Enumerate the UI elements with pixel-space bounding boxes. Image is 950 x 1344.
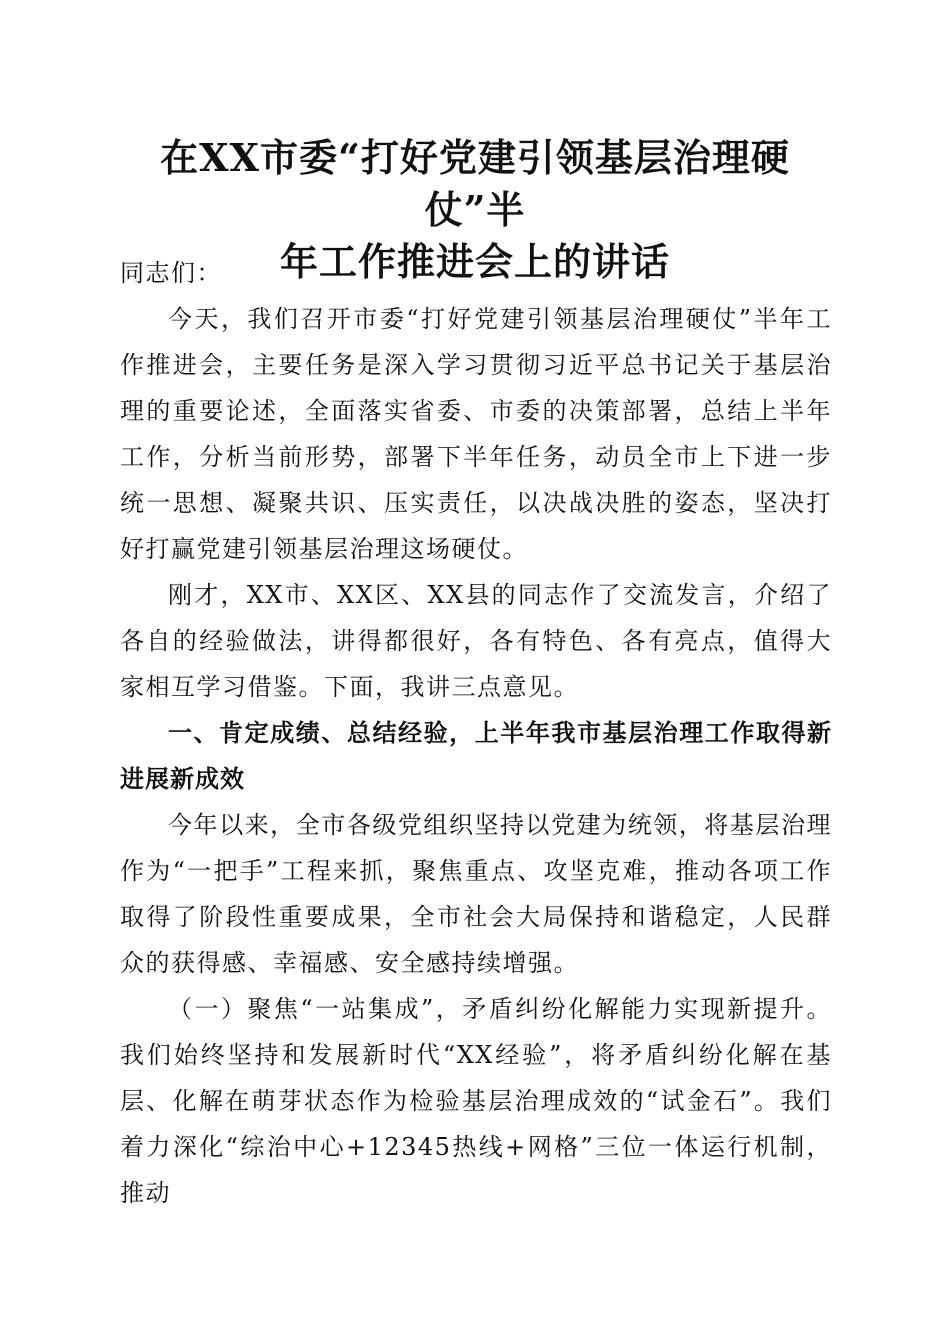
- subsection-text-1: 我们始终坚持和发展新时代“XX经验”，将矛盾纠纷化解在基层、化解在萌芽状态作为检验基层治理成效的“试金石”。我们着力深化“综治中心+12345热线+网格”三位一体运行机制，推动: [120, 1041, 832, 1207]
- section-heading-1: 一、肯定成绩、总结经验，上半年我市基层治理工作取得新进展新成效: [120, 719, 832, 793]
- paragraph-section-1: 今年以来，全市各级党组织坚持以党建为统领，将基层治理作为“一把手”工程来抓，聚焦重点、攻坚克难，推动各项工作取得了阶段性重要成果，全市社会大局保持和谐稳定，人民群众的获得感、幸福感、安全感持续增强。: [120, 811, 832, 977]
- salutation: 同志们：: [120, 259, 222, 287]
- subsection-heading-1: （一）聚焦“一站集成”，矛盾纠纷化解能力实现新提升。: [168, 995, 832, 1023]
- document-body: [120, 250, 832, 1216]
- paragraph-remarks: 刚才，XX市、XX区、XX县的同志作了交流发言，介绍了各自的经验做法，讲得都很好，各有特色、各有亮点，值得大家相互学习借鉴。下面，我讲三点意见。: [120, 581, 832, 701]
- title-line-2: 年工作推进会上的讲话: [279, 239, 670, 284]
- paragraph-opening: 今天，我们召开市委“打好党建引领基层治理硬仗”半年工作推进会，主要任务是深入学习贯彻习近平总书记关于基层治理的重要论述，全面落实省委、市委的决策部署，总结上半年工作，分析当前形势，部署下半年任务，动员全市上下进一步统一思想、凝聚共识、压实责任，以决战决胜的姿态，坚决打好打赢党建引领基层治理这场硬仗。: [120, 305, 832, 563]
- paragraph-subsection-1: [120, 986, 832, 1216]
- title-line-1: 在XX市委“打好党建引领基层治理硬仗”半: [160, 135, 790, 232]
